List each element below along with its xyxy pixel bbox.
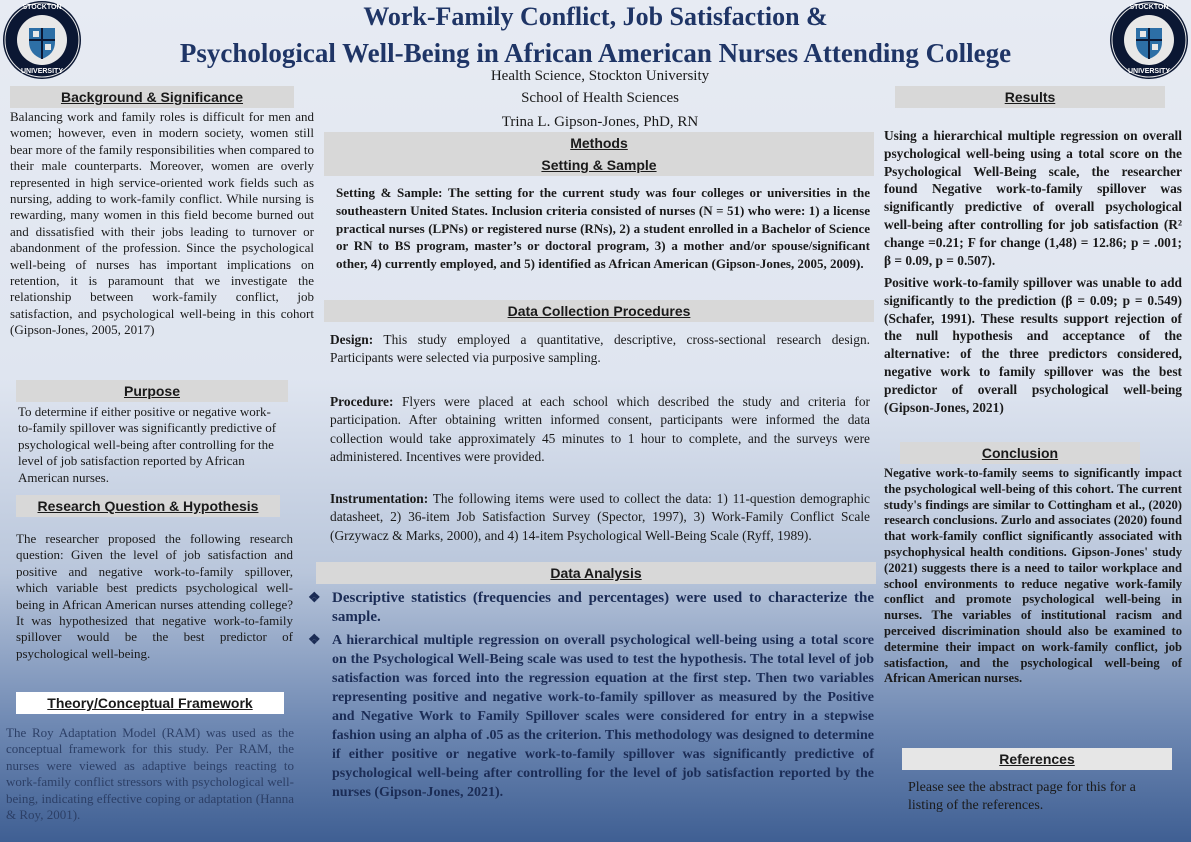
data-analysis-list [306,589,874,806]
diamond-bullet-icon: ❖ [308,591,321,606]
references-text: Please see the abstract page for this for a listing of the references. [908,780,1136,813]
purpose-heading: Purpose [16,380,288,402]
data-analysis-bullet-2: ❖ A hierarchical multiple regression on overall psychological well-being using a total score on the Psychological Well-Being scale was used to test the hypothesis. The total level of job satisfaction was forced into the regression equation at the first step. Then two variables representing positive and negative work-to-family spillover as measured by the Positive and Negative Work to Family Spillover scales were considered for entry in a stepwise fashion using an alpha of .05 as the criterion. This methodology was designed to determine if either positive or negative work-to-family spillover was significantly predictive of psychological well-being after controlling for the level of job satisfaction reported by the nurses (Gipson-Jones, 2021). [308,633,874,800]
theory-heading: Theory/Conceptual Framework [16,692,284,714]
background-text: Balancing work and family roles is difficult for men and women; however, even in modern society, women still bear more of the family responsibilities when compared to their male counterparts. Moreover, women are overly represented in high service-oriented work fields such as nursing, adding to work-family conflict. While nursing is rewarding, many women in this field become burned out and dissatisfied with their jobs leading to turnover or abandonment of the profession. Since the psychological well-being of nurses has important implications on retention, it is paramount that we investigate the relationship between work-family conflict, job satisfaction, and psychological well-being in this cohort (Gipson-Jones, 2005, 2017) [10,109,314,338]
setting-sample-text: Setting & Sample: The setting for the current study was four colleges or universities in the southeastern United States. Inclusion criteria consisted of nurses (N = 51) who were: 1) a license practical nurses (LPNs) or registered nurse (RNs), 2) a student enrolled in a Bachelor of Science or RN to BS program, master’s or doctoral program, 3) a mother and/or spouse/significant other, 4) currently employed, and 5) identified as African American (Gipson-Jones, 2005, 2009). [336,185,870,272]
author: Trina L. Gipson-Jones, PhD, RN [501,114,699,130]
results-text-2: Positive work-to-family spillover was unable to add significantly to the prediction (β = 0.09; p = 0.549) (Schafer, 1991). These results support rejection of the null hypothesis and acceptance of the alternative: of the three predictors considered, negative work to family spillover was the best predictor of overall psychological well-being (Gipson-Jones, 2021) [884,275,1182,415]
school: School of Health Sciences [521,90,679,106]
data-analysis-bullet-1: ❖ Descriptive statistics (frequencies and percentages) were used to characterize the sample. [308,590,874,625]
results-text-1: Using a hierarchical multiple regression on overall psychological well-being using a total score on the Psychological Well-Being scale, the researcher found Negative work-to-family spillover was significantly predictive of overall psychological well-being after controlling for job satisfaction (R² change =0.21; F for change (1,48) = 12.86; p = .001; β = 0.09, p = 0.507). [884,128,1182,268]
purpose-text: To determine if either positive or negative work-to-family spillover was significantly predictive of psychological well-being after controlling for the level of job satisfaction reported by African American nurses. [18,404,277,485]
seal-bottom-text-right: UNIVERSITY [1127,68,1170,75]
data-analysis-heading: Data Analysis [316,562,876,584]
procedure-paragraph: Procedure: Flyers were placed at each school which described the study and criteria for participation. After obtaining written informed consent, participants were informed the data collection would take approximately 45 minutes to 1 hour to complete, and the surveys were administered. Incentives were provided. [330,394,870,464]
conclusion-text: Negative work-to-family seems to significantly impact the psychological well-being of this cohort. The current study's findings are similar to Cottingham et al., (2020) research conclusions. Zurlo and associates (2020) found that work-family conflict significantly associated with psychophysical health conditions. Gipson-Jones' study (2021) suggests there is a need to tailor workplace and school environments to reduce negative work-family conflict and promote psychological well-being in nurses. The variables of institutional racism and perceived discrimination should also be examined to determine their impact on work-family conflict, job satisfaction, and the psychological well-being of African American nurses. [884,466,1182,686]
research-heading: Research Question & Hypothesis [16,495,280,517]
methods-heading: Methods [324,132,874,154]
background-heading: Background & Significance [10,86,294,108]
research-text: The researcher proposed the following research question: Given the level of job satisfaction and positive and negative work-to-family spillover, which variable best predicts psychological well-being in African American nurses attending college? It was hypothesized that negative work-to-family spillover would be the best predictor of psychological well-being. [16,531,293,661]
poster-title-line2: Psychological Well-Being in African American Nurses Attending College [179,38,1012,68]
seal-top-text-right: STOCKTON [1129,4,1169,11]
setting-sample-heading: Setting & Sample [324,154,874,176]
seal-bottom-text-left: UNIVERSITY [20,68,63,75]
design-paragraph: Design: This study employed a quantitative, descriptive, cross-sectional research design. Participants were selected via purposive sampling. [330,332,870,366]
results-heading: Results [895,86,1165,108]
department: Health Science, Stockton University [490,68,710,84]
instrumentation-paragraph: Instrumentation: The following items were used to collect the data: 1) 11-question demographic datasheet, 2) 36-item Job Satisfaction Survey (Spector, 1997), 3) Work-Family Conflict Scale (Grzywacz & Marks, 2000), and 4) 14-item Psychological Well-Being Scale (Ryff, 1989). [330,491,870,543]
data-collection-heading: Data Collection Procedures [324,300,874,322]
seal-top-text-left: STOCKTON [22,4,62,11]
conclusion-heading: Conclusion [900,442,1140,464]
poster-title-line1: Work-Family Conflict, Job Satisfaction & [363,2,828,31]
diamond-bullet-icon: ❖ [308,633,321,648]
references-heading: References [902,748,1172,770]
theory-text: The Roy Adaptation Model (RAM) was used as the conceptual framework for this study. Per RAM, the nurses were viewed as adaptive beings reacting to work-family conflict stressors with psychological well-being, indicating effective coping or adaptation (Hanna & Roy, 2001). [6,725,294,823]
